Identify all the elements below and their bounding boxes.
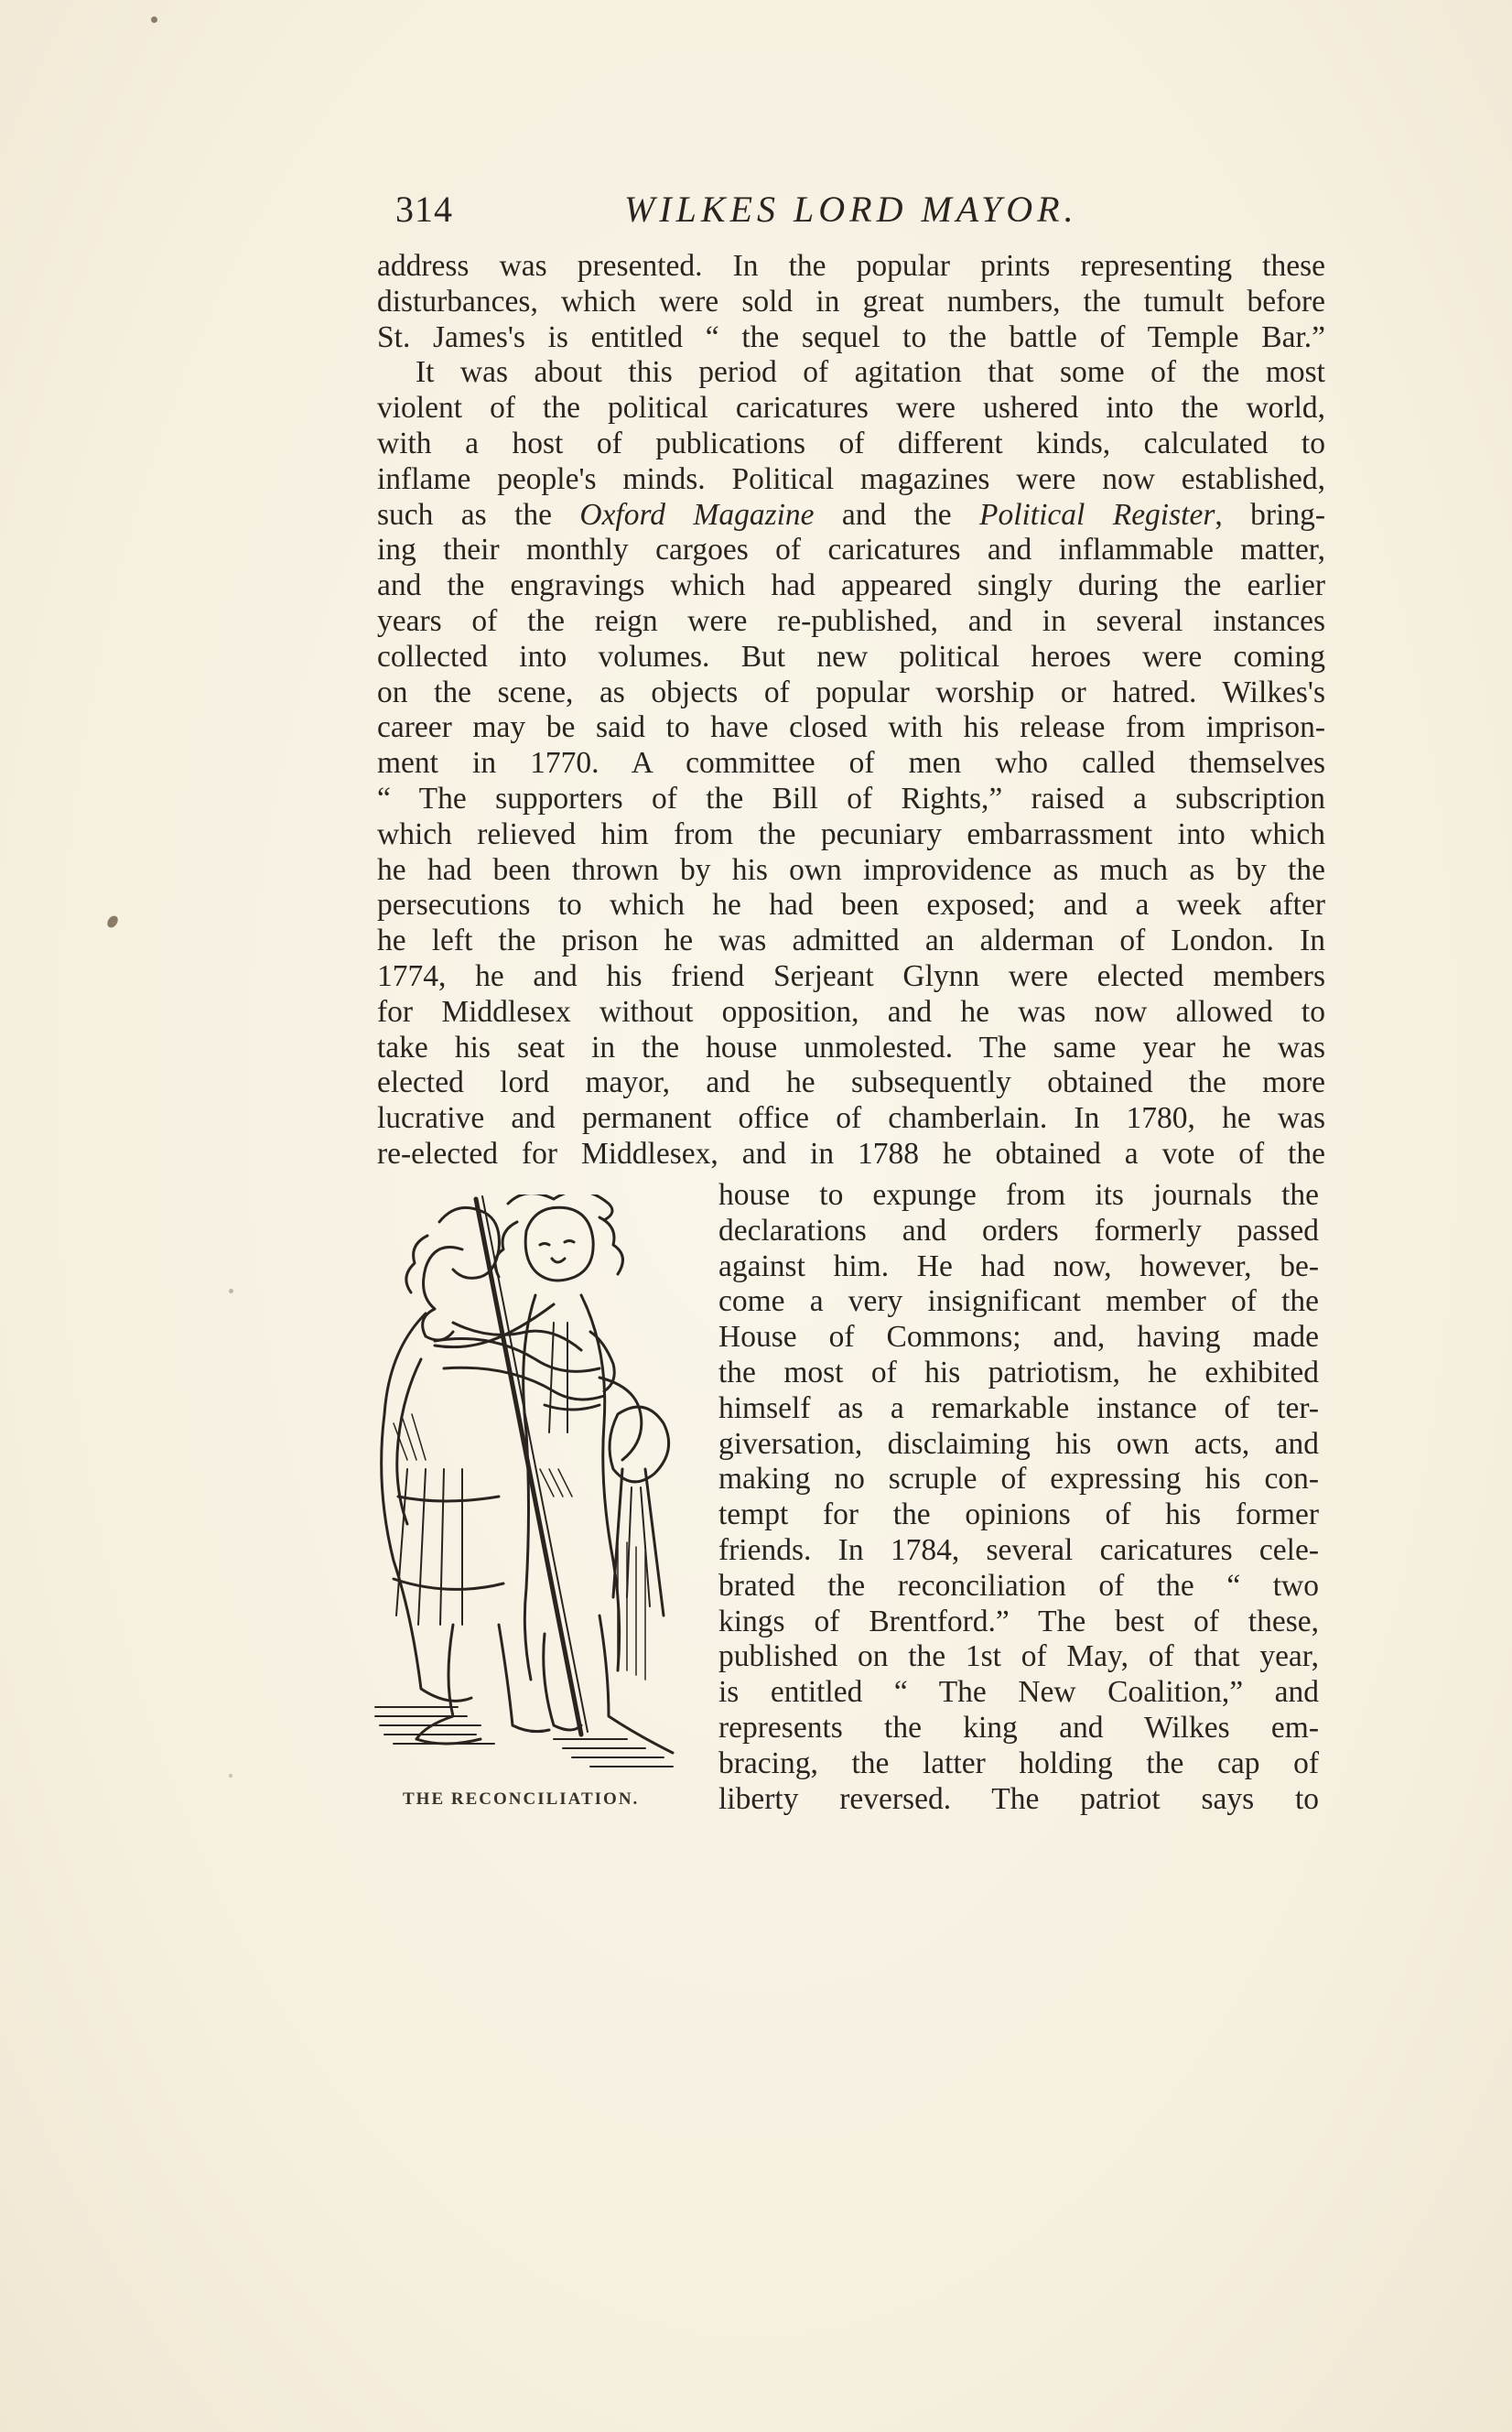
text-line: for Middlesex without opposition, and he was now allowed to xyxy=(377,994,1325,1029)
text-line: years of the reign were re-published, and in several instances xyxy=(377,603,1325,638)
paper-speck xyxy=(229,1289,233,1293)
text-line: with a host of publications of different kinds, calculated to xyxy=(377,426,1325,460)
text-line: collected into volumes. But new political heroes were coming xyxy=(377,639,1325,674)
text-line: represents the king and Wilkes em- xyxy=(718,1710,1319,1745)
text-line: persecutions to which he had been exposed; and a week after xyxy=(377,888,1325,923)
page-header xyxy=(395,188,1329,243)
text-line: on the scene, as objects of popular worship or hatred. Wilkes's xyxy=(377,675,1325,709)
text-line: career may be said to have closed with his release from imprison- xyxy=(377,710,1325,745)
text-line: house to expunge from its journals the xyxy=(718,1178,1319,1212)
text-line: brated the reconciliation of the “ two xyxy=(718,1568,1319,1603)
paper-speck xyxy=(151,16,157,23)
text-line: published on the 1st of May, of that year, xyxy=(718,1639,1319,1674)
text-line: liberty reversed. The patriot says to xyxy=(718,1781,1319,1816)
text-line: St. James's is entitled “ the sequel to the battle of Temple Bar.” xyxy=(377,319,1325,354)
text-line: such as the Oxford Magazine and the Political Register, bring- xyxy=(377,497,1325,532)
text-line: the most of his patriotism, he exhibited xyxy=(718,1355,1319,1389)
text-line: tempt for the opinions of his former xyxy=(718,1497,1319,1532)
text-line: inflame people's minds. Political magazines were now established, xyxy=(377,461,1325,496)
text-line: making no scruple of expressing his con- xyxy=(718,1462,1319,1497)
page-number: 314 xyxy=(395,189,453,230)
running-head: WILKES LORD MAYOR. xyxy=(624,189,1078,230)
text-line: disturbances, which were sold in great numbers, the tumult before xyxy=(377,284,1325,319)
reconciliation-engraving xyxy=(371,1194,686,1780)
text-line: giversation, disclaiming his own acts, and xyxy=(718,1426,1319,1461)
text-line: bracing, the latter holding the cap of xyxy=(718,1746,1319,1780)
text-line: he left the prison he was admitted an alderman of London. In xyxy=(377,924,1325,958)
text-line: himself as a remarkable instance of ter- xyxy=(718,1390,1319,1425)
text-line: against him. He had now, however, be- xyxy=(718,1248,1319,1283)
text-line: declarations and orders formerly passed xyxy=(718,1213,1319,1248)
text-line: kings of Brentford.” The best of these, xyxy=(718,1604,1319,1638)
text-line: which relieved him from the pecuniary embarrassment into which xyxy=(377,816,1325,851)
text-line: 1774, he and his friend Serjeant Glynn were elected members xyxy=(377,958,1325,993)
text-line: lucrative and permanent office of chamberlain. In 1780, he was xyxy=(377,1101,1325,1136)
body-text xyxy=(377,249,1325,1173)
text-line: he had been thrown by his own improvidence as much as by the xyxy=(377,852,1325,887)
journal-title: Political Register xyxy=(978,497,1215,532)
text-line: violent of the political caricatures were ushered into the world, xyxy=(377,391,1325,426)
text-line: is entitled “ The New Coalition,” and xyxy=(718,1675,1319,1710)
figure-caption: THE RECONCILIATION. xyxy=(403,1789,640,1809)
wrapped-text xyxy=(718,1178,1319,1817)
text-line: and the engravings which had appeared singly during the earlier xyxy=(377,568,1325,603)
text-line: friends. In 1784, several caricatures cele- xyxy=(718,1532,1319,1567)
text-line: ing their monthly cargoes of caricatures and inflammable matter, xyxy=(377,533,1325,567)
text-line: “ The supporters of the Bill of Rights,” raised a subscription xyxy=(377,781,1325,816)
text-line: re-elected for Middlesex, and in 1788 he obtained a vote of the xyxy=(377,1136,1325,1171)
text-line: address was presented. In the popular prints representing these xyxy=(377,249,1325,283)
text-line: ment in 1770. A committee of men who called themselves xyxy=(377,746,1325,781)
text-line: It was about this period of agitation that some of the most xyxy=(416,355,1325,390)
text-line: House of Commons; and, having made xyxy=(718,1320,1319,1355)
text-line: take his seat in the house unmolested. The same year he was xyxy=(377,1030,1325,1065)
text-line: come a very insignificant member of the xyxy=(718,1284,1319,1319)
text-line: elected lord mayor, and he subsequently obtained the more xyxy=(377,1065,1325,1100)
paper-speck xyxy=(229,1774,232,1778)
journal-title: Oxford Magazine xyxy=(579,497,815,532)
